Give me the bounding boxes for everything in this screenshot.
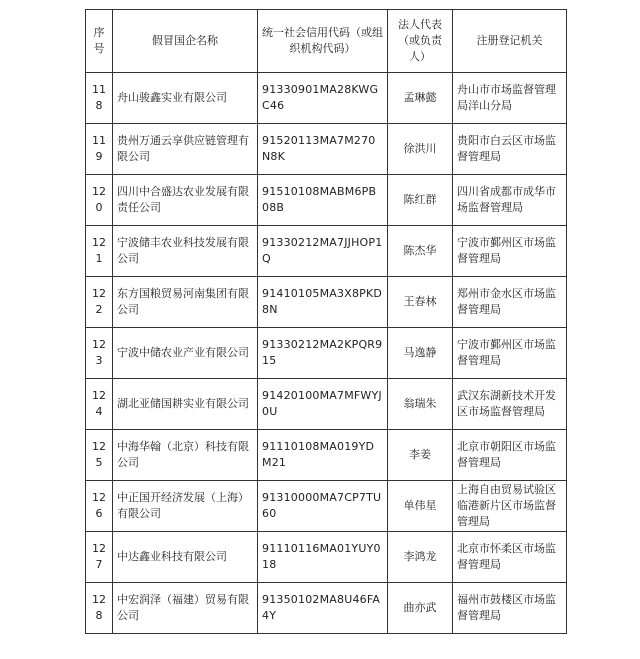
cell-registration-authority: 舟山市市场监督管理局洋山分局 xyxy=(453,73,567,124)
cell-company-name: 舟山骏鑫实业有限公司 xyxy=(113,73,258,124)
cell-no: 127 xyxy=(86,532,113,583)
cell-company-name: 东方国粮贸易河南集团有限公司 xyxy=(113,277,258,328)
header-company-name: 假冒国企名称 xyxy=(113,10,258,73)
cell-credit-code: 91110108MA019YDM21 xyxy=(258,430,388,481)
cell-credit-code: 91510108MABM6PB08B xyxy=(258,175,388,226)
cell-company-name: 贵州万通云享供应链管理有限公司 xyxy=(113,124,258,175)
cell-registration-authority: 福州市鼓楼区市场监督管理局 xyxy=(453,583,567,634)
cell-credit-code: 91330212MA7JJHOP1Q xyxy=(258,226,388,277)
cell-credit-code: 91410105MA3X8PKD8N xyxy=(258,277,388,328)
cell-legal-rep: 孟琳懿 xyxy=(388,73,453,124)
cell-legal-rep: 曲亦武 xyxy=(388,583,453,634)
cell-registration-authority: 武汉东湖新技术开发区市场监督管理局 xyxy=(453,379,567,430)
cell-company-name: 中正国开经济发展（上海）有限公司 xyxy=(113,481,258,532)
cell-no: 125 xyxy=(86,430,113,481)
cell-registration-authority: 郑州市金水区市场监督管理局 xyxy=(453,277,567,328)
cell-no: 126 xyxy=(86,481,113,532)
table-row xyxy=(86,73,567,124)
cell-legal-rep: 王春林 xyxy=(388,277,453,328)
cell-registration-authority: 四川省成都市成华市场监督管理局 xyxy=(453,175,567,226)
cell-registration-authority: 宁波市鄞州区市场监督管理局 xyxy=(453,226,567,277)
cell-legal-rep: 马逸静 xyxy=(388,328,453,379)
cell-legal-rep: 徐洪川 xyxy=(388,124,453,175)
header-registration-authority: 注册登记机关 xyxy=(453,10,567,73)
table-row xyxy=(86,277,567,328)
table-row xyxy=(86,532,567,583)
cell-registration-authority: 北京市朝阳区市场监督管理局 xyxy=(453,430,567,481)
table-row xyxy=(86,430,567,481)
cell-company-name: 宁波储丰农业科技发展有限公司 xyxy=(113,226,258,277)
table-header-row xyxy=(86,10,567,73)
cell-no: 128 xyxy=(86,583,113,634)
cell-legal-rep: 李鸿龙 xyxy=(388,532,453,583)
cell-legal-rep: 李姜 xyxy=(388,430,453,481)
cell-credit-code: 91310000MA7CP7TU60 xyxy=(258,481,388,532)
cell-no: 119 xyxy=(86,124,113,175)
cell-company-name: 湖北亚储国耕实业有限公司 xyxy=(113,379,258,430)
table-row xyxy=(86,226,567,277)
cell-legal-rep: 陈红群 xyxy=(388,175,453,226)
header-legal-rep: 法人代表（或负责人） xyxy=(388,10,453,73)
cell-company-name: 中宏润泽（福建）贸易有限公司 xyxy=(113,583,258,634)
cell-legal-rep: 单伟星 xyxy=(388,481,453,532)
cell-company-name: 中达鑫业科技有限公司 xyxy=(113,532,258,583)
cell-company-name: 中海华翰（北京）科技有限公司 xyxy=(113,430,258,481)
table-row xyxy=(86,124,567,175)
cell-registration-authority: 宁波市鄞州区市场监督管理局 xyxy=(453,328,567,379)
cell-no: 123 xyxy=(86,328,113,379)
cell-credit-code: 91520113MA7M270N8K xyxy=(258,124,388,175)
cell-legal-rep: 翁瑞朱 xyxy=(388,379,453,430)
cell-registration-authority: 北京市怀柔区市场监督管理局 xyxy=(453,532,567,583)
cell-registration-authority: 贵阳市白云区市场监督管理局 xyxy=(453,124,567,175)
cell-no: 121 xyxy=(86,226,113,277)
table-row xyxy=(86,379,567,430)
header-no: 序号 xyxy=(86,10,113,73)
cell-credit-code: 91420100MA7MFWYJ0U xyxy=(258,379,388,430)
cell-credit-code: 91330212MA2KPQR915 xyxy=(258,328,388,379)
cell-legal-rep: 陈杰华 xyxy=(388,226,453,277)
cell-no: 122 xyxy=(86,277,113,328)
table-row xyxy=(86,583,567,634)
cell-no: 124 xyxy=(86,379,113,430)
cell-company-name: 宁波中储农业产业有限公司 xyxy=(113,328,258,379)
fake-soe-table xyxy=(85,9,567,634)
table-row xyxy=(86,481,567,532)
cell-credit-code: 91110116MA01YUY018 xyxy=(258,532,388,583)
cell-no: 120 xyxy=(86,175,113,226)
cell-company-name: 四川中合盛达农业发展有限责任公司 xyxy=(113,175,258,226)
header-credit-code: 统一社会信用代码（或组织机构代码） xyxy=(258,10,388,73)
cell-no: 118 xyxy=(86,73,113,124)
cell-credit-code: 91350102MA8U46FA4Y xyxy=(258,583,388,634)
table-row xyxy=(86,175,567,226)
cell-credit-code: 91330901MA28KWGC46 xyxy=(258,73,388,124)
table-row xyxy=(86,328,567,379)
cell-registration-authority: 上海自由贸易试验区临港新片区市场监督管理局 xyxy=(453,481,567,532)
